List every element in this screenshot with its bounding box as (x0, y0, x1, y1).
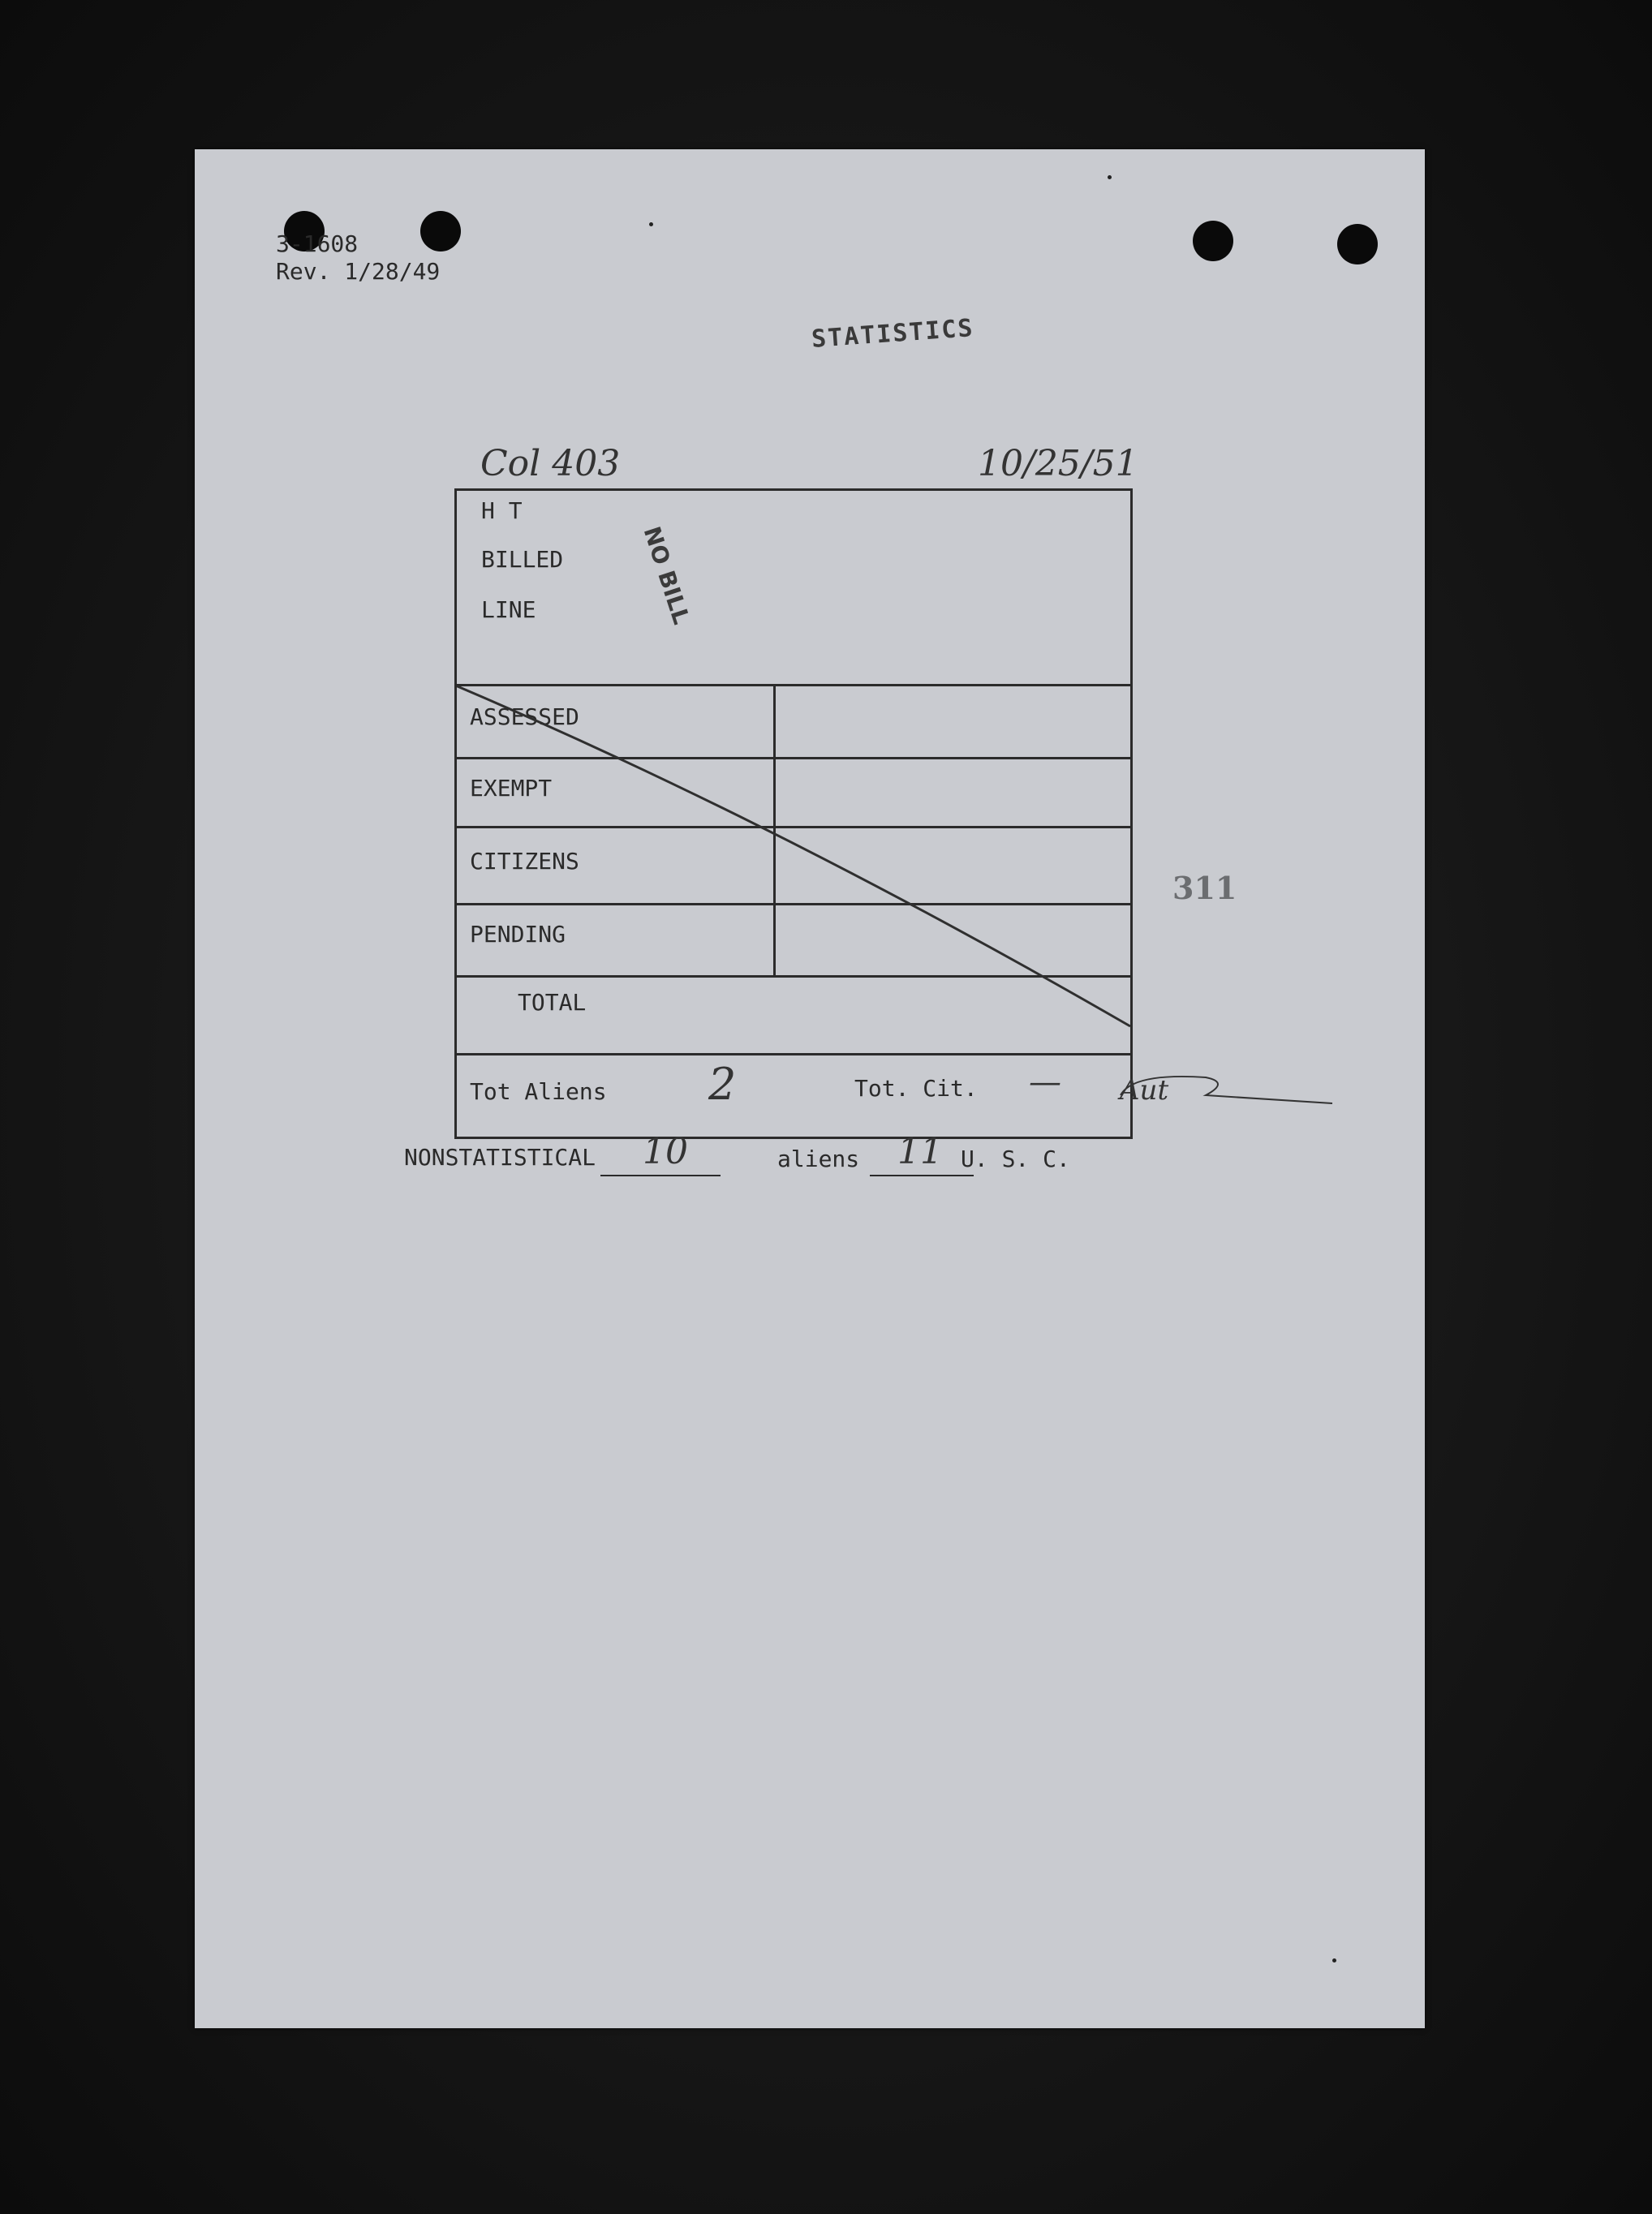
handwritten-initials: Aut (1120, 1074, 1169, 1107)
row-citizens: CITIZENS (470, 848, 579, 875)
usc-label: U. S. C. (961, 1146, 1070, 1172)
handwritten-col-number: Col 403 (480, 443, 621, 484)
nonstatistical-line (404, 1144, 596, 1171)
tot-cit-label: Tot. Cit. (854, 1075, 978, 1102)
header-ht: H T (481, 497, 523, 524)
statistics-stamp: STATISTICS (811, 314, 975, 354)
page-stamp-number: 311 (1172, 870, 1237, 906)
paper-speck (1332, 1958, 1336, 1963)
nonstatistical-label: NONSTATISTICAL (404, 1144, 596, 1171)
form-identifier (276, 230, 440, 286)
statistics-form-table (454, 488, 1133, 1139)
tot-aliens-value: 2 (708, 1059, 737, 1110)
row-exempt: EXEMPT (470, 775, 553, 802)
header-billed: BILLED (481, 546, 564, 573)
paper-speck (649, 222, 653, 226)
tot-aliens-label: Tot Aliens (470, 1078, 607, 1105)
header-line: LINE (481, 596, 536, 623)
form-revision: Rev. 1/28/49 (276, 258, 441, 285)
no-bill-stamp: NO BILL (638, 523, 695, 628)
row-assessed: ASSESSED (470, 703, 579, 730)
document-page (195, 149, 1425, 2028)
paper-speck (1108, 175, 1112, 179)
tot-cit-value: — (1029, 1064, 1061, 1101)
initials-underline (1116, 1071, 1344, 1120)
form-number: 3-1608 (276, 230, 359, 257)
row-pending: PENDING (470, 921, 566, 948)
nonstatistical-value: 10 (643, 1131, 688, 1172)
punch-hole (1337, 224, 1378, 264)
row-total: TOTAL (518, 989, 587, 1016)
aliens-value: 11 (897, 1131, 943, 1172)
diagonal-strike-line (457, 491, 1135, 1141)
handwritten-date: 10/25/51 (978, 443, 1138, 484)
aliens-label: aliens (777, 1146, 860, 1172)
punch-hole (1193, 221, 1233, 261)
